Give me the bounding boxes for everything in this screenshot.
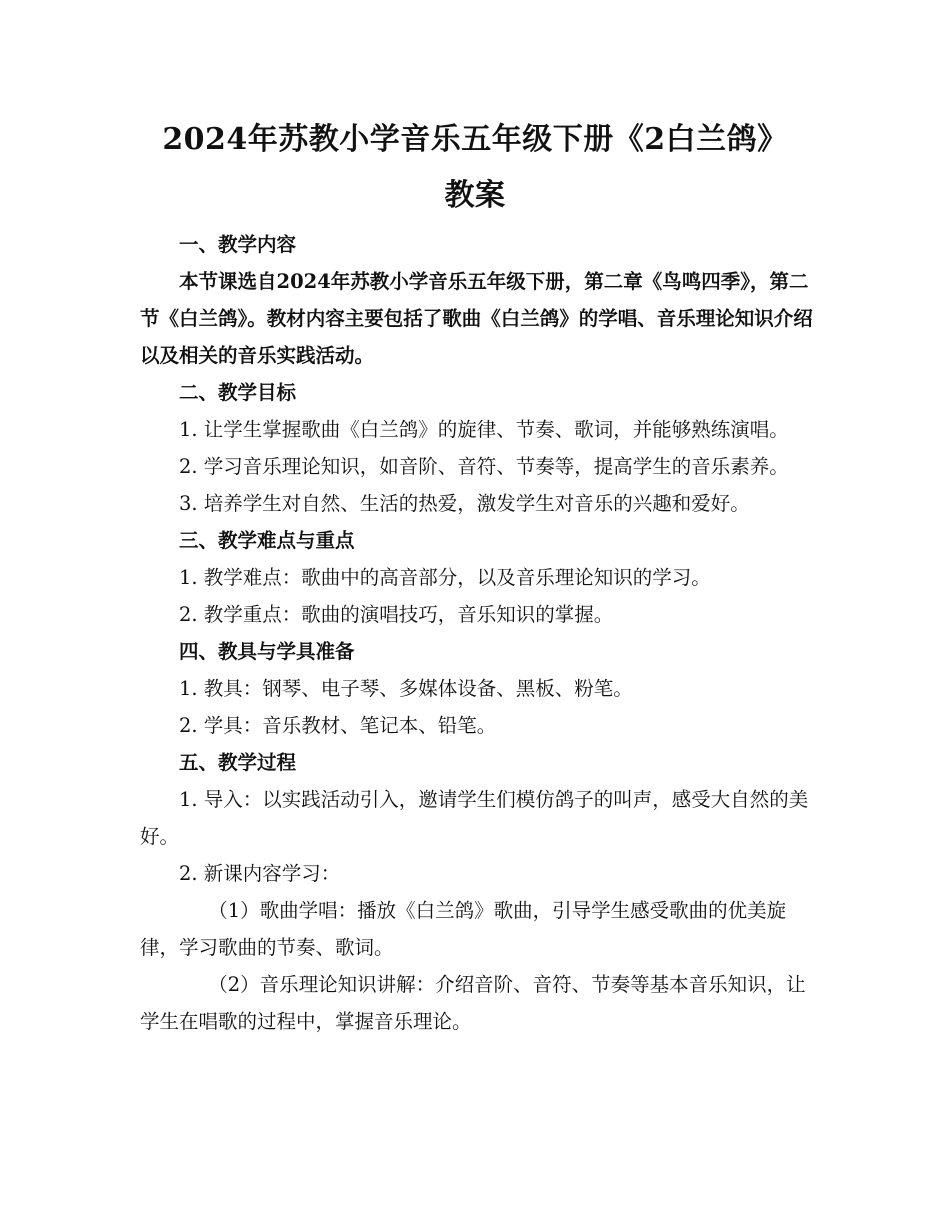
section-heading-difficulties: 三、教学难点与重点 [179, 529, 355, 552]
process-item-2: 2. 新课内容学习： [179, 862, 341, 885]
process-subitem-1: （1）歌曲学唱：播放《白兰鸽》歌曲，引导学生感受歌曲的优美旋律，学习歌曲的节奏、歌词。 [140, 899, 787, 959]
objective-item-1: 1. 让学生掌握歌曲《白兰鸽》的旋律、节奏、歌词，并能够熟练演唱。 [179, 418, 789, 441]
section-heading-process: 五、教学过程 [179, 751, 297, 774]
materials-item-2: 2. 学具：音乐教材、笔记本、铅笔。 [179, 714, 497, 737]
objective-item-3: 3. 培养学生对自然、生活的热爱，激发学生对音乐的兴趣和爱好。 [179, 492, 750, 515]
document-title: 2024年苏教小学音乐五年级下册《2白兰鸽》教案 [162, 122, 788, 213]
document-body [140, 226, 815, 1040]
objective-item-2: 2. 学习音乐理论知识，如音阶、音符、节奏等，提高学生的音乐素养。 [179, 455, 789, 478]
difficulty-item-2: 2. 教学重点：歌曲的演唱技巧，音乐知识的掌握。 [179, 603, 614, 626]
difficulty-item-1: 1. 教学难点：歌曲中的高音部分，以及音乐理论知识的学习。 [179, 566, 711, 589]
section-heading-materials: 四、教具与学具准备 [179, 640, 355, 663]
section-heading-objectives: 二、教学目标 [179, 381, 297, 404]
process-subitem-2: （2）音乐理论知识讲解：介绍音阶、音符、节奏等基本音乐知识，让学生在唱歌的过程中，掌握音乐理论。 [140, 973, 806, 1033]
materials-item-1: 1. 教具：钢琴、电子琴、多媒体设备、黑板、粉笔。 [179, 677, 633, 700]
content-paragraph: 本节课选自2024年苏教小学音乐五年级下册，第二章《鸟鸣四季》，第二节《白兰鸽》。教材内容主要包括了歌曲《白兰鸽》的学唱、音乐理论知识介绍以及相关的音乐实践活动。 [140, 270, 813, 367]
section-heading-content: 一、教学内容 [179, 233, 297, 256]
process-item-1: 1. 导入：以实践活动引入，邀请学生们模仿鸽子的叫声，感受大自然的美好。 [140, 788, 809, 848]
